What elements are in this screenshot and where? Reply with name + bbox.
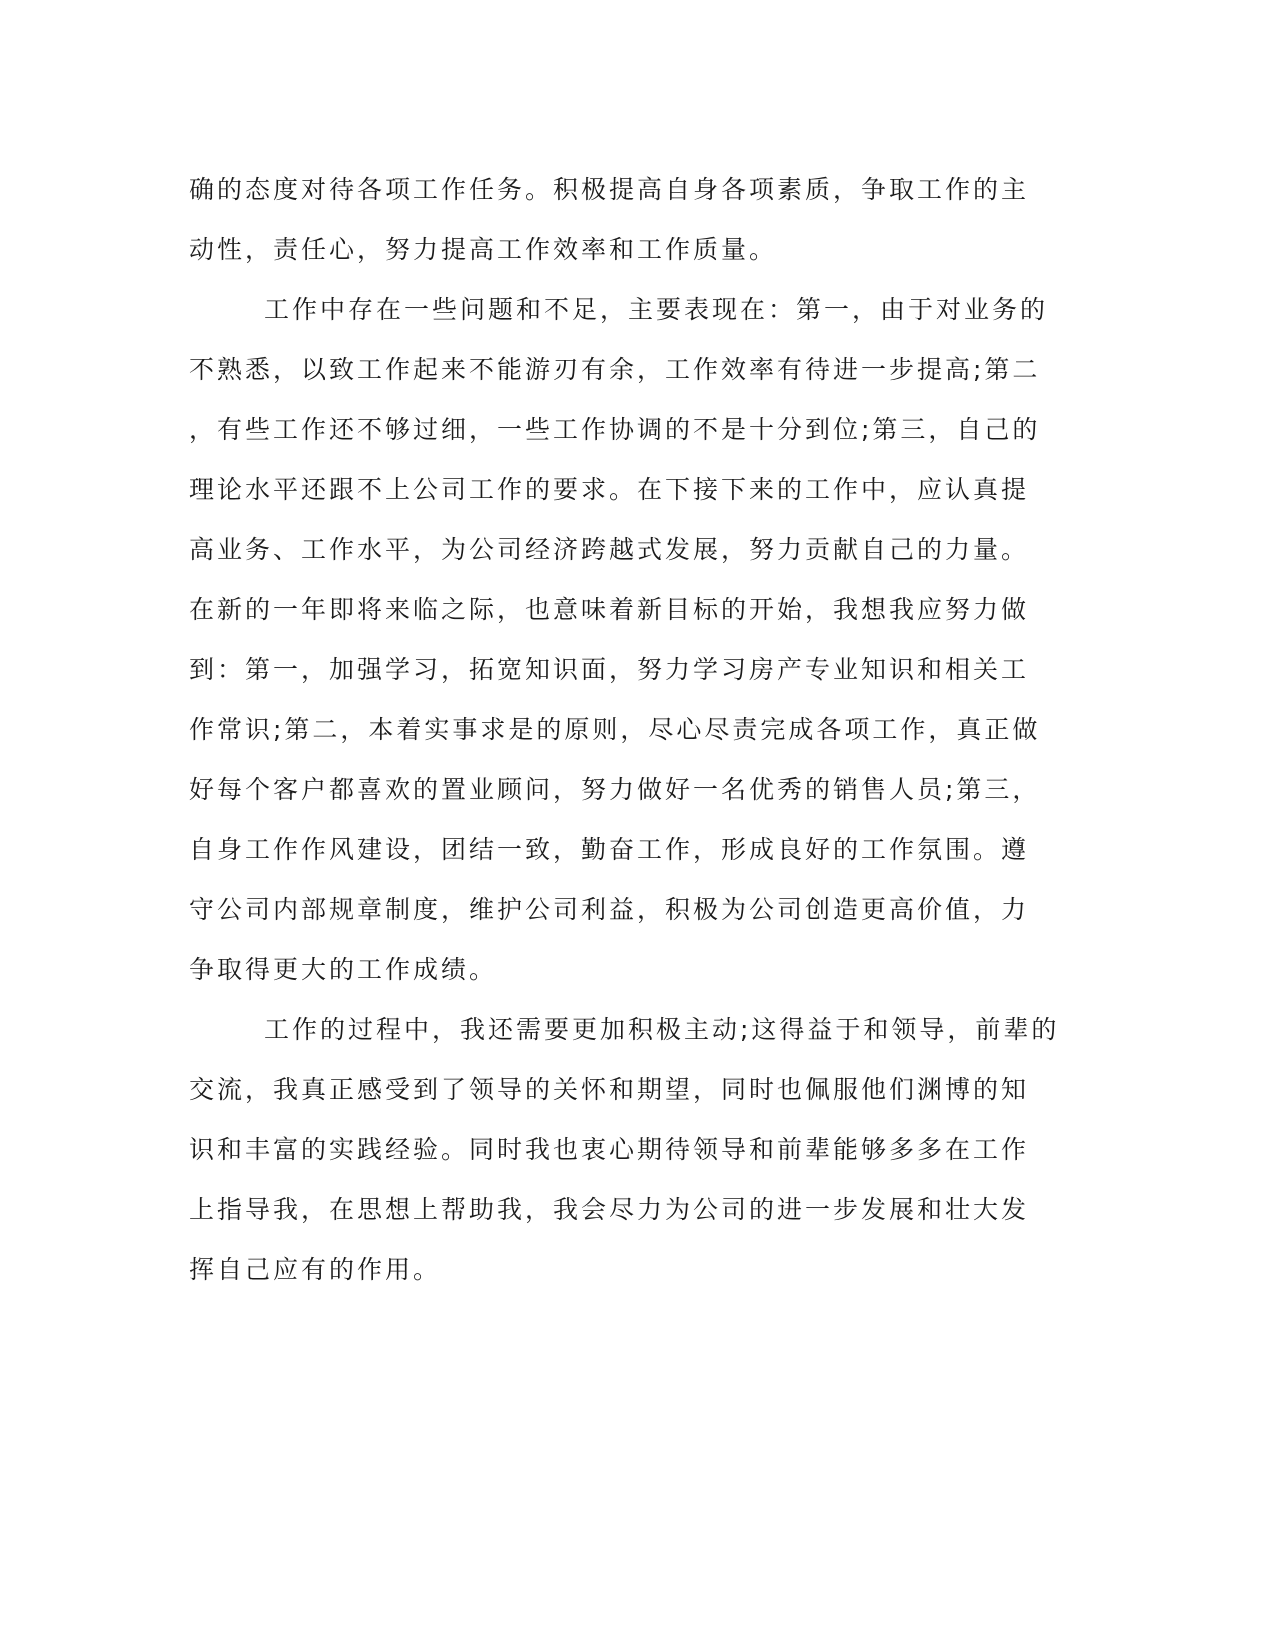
paragraph-start-line: 工作的过程中，我还需要更加积极主动;这得益于和领导，前辈的	[264, 1015, 1060, 1044]
paragraph-start-line: 工作中存在一些问题和不足，主要表现在：第一，由于对业务的	[264, 295, 1049, 324]
text-line: ，有些工作还不够过细，一些工作协调的不是十分到位;第三，自己的	[189, 415, 1041, 444]
text-line: 到：第一，加强学习，拓宽知识面，努力学习房产专业知识和相关工	[189, 655, 1030, 684]
text-line: 自身工作作风建设，团结一致，勤奋工作，形成良好的工作氛围。遵	[189, 835, 1030, 864]
text-line: 交流，我真正感受到了领导的关怀和期望，同时也佩服他们渊博的知	[189, 1075, 1030, 1104]
text-line: 高业务、工作水平，为公司经济跨越式发展，努力贡献自己的力量。	[189, 535, 1030, 564]
text-line: 不熟悉，以致工作起来不能游刃有余，工作效率有待进一步提高;第二	[189, 355, 1041, 384]
text-line: 上指导我，在思想上帮助我，我会尽力为公司的进一步发展和壮大发	[189, 1195, 1030, 1224]
text-line: 动性，责任心，努力提高工作效率和工作质量。	[189, 235, 778, 264]
text-line: 在新的一年即将来临之际，也意味着新目标的开始，我想我应努力做	[189, 595, 1030, 624]
text-line: 作常识;第二，本着实事求是的原则，尽心尽责完成各项工作，真正做	[189, 715, 1041, 744]
body-text	[189, 160, 1089, 1300]
text-line: 挥自己应有的作用。	[189, 1255, 442, 1284]
text-line: 确的态度对待各项工作任务。积极提高自身各项素质，争取工作的主	[189, 175, 1030, 204]
text-line: 好每个客户都喜欢的置业顾问，努力做好一名优秀的销售人员;第三，	[189, 775, 1041, 804]
text-line: 守公司内部规章制度，维护公司利益，积极为公司创造更高价值，力	[189, 895, 1030, 924]
text-line: 识和丰富的实践经验。同时我也衷心期待领导和前辈能够多多在工作	[189, 1135, 1030, 1164]
text-line: 争取得更大的工作成绩。	[189, 955, 498, 984]
text-line: 理论水平还跟不上公司工作的要求。在下接下来的工作中，应认真提	[189, 475, 1030, 504]
